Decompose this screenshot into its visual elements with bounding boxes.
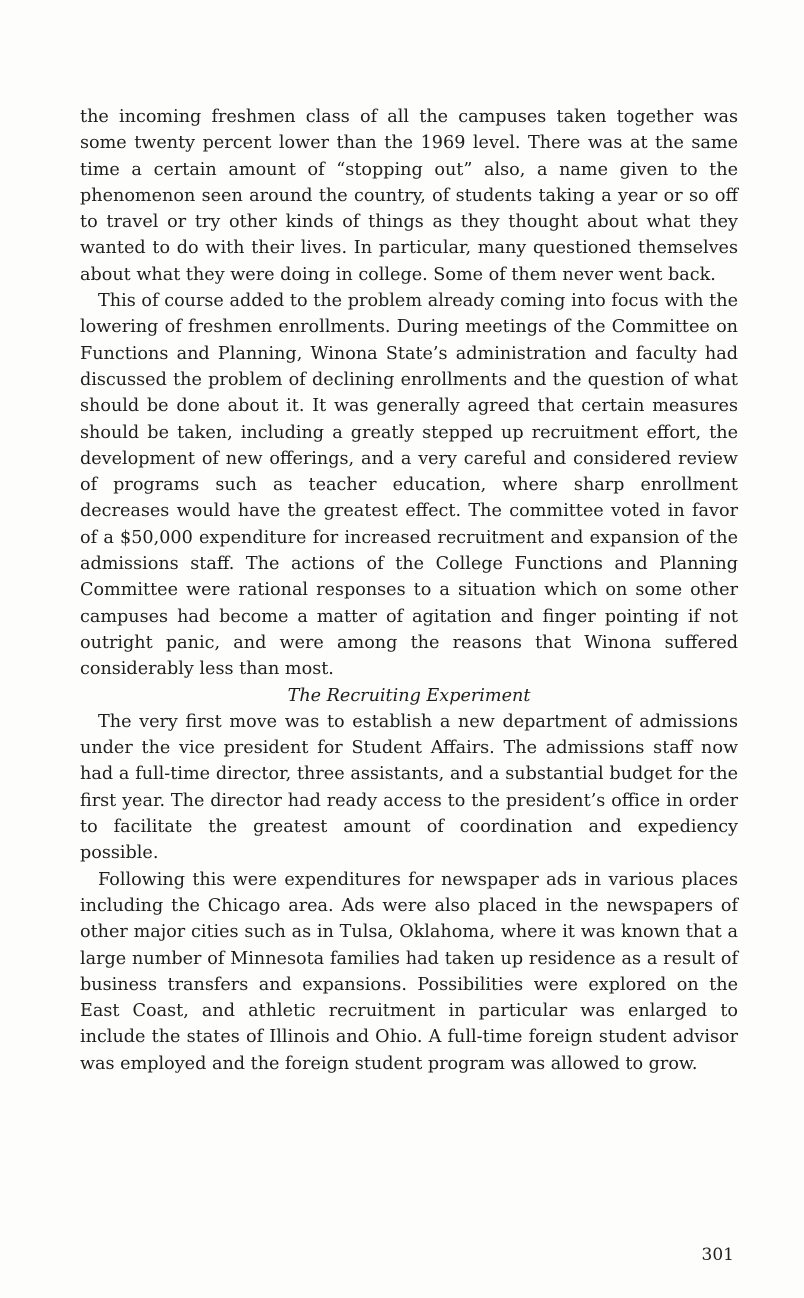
body-text (80, 104, 738, 1077)
paragraph-committee: This of course added to the problem already coming into focus with the lowering of freshmen enrollments. During meetings of the Committee on Functions and Planning, Winona State’s administration and faculty had discussed the problem of declining enrollments and the question of what should be done about it. It was generally agreed that certain measures should be taken, including a greatly stepped up recruitment effort, the development of new offerings, and a very careful and considered review of programs such as teacher education, where sharp enrollment decreases would have the greatest effect. The committee voted in favor of a $50,000 expenditure for increased recruitment and expansion of the admissions staff. The actions of the College Functions and Planning Committee were rational responses to a situation which on some other campuses had become a matter of agitation and finger pointing if not outright panic, and were among the reasons that Winona suffered considerably less than most. (80, 291, 738, 680)
section-heading: The Recruiting Experiment (287, 685, 531, 706)
paragraph-admissions: The very first move was to establish a new department of admissions under the vice president for Student Affairs. The admissions staff now had a full-time director, three assistants, and a substantial budget for the first year. The director had ready access to the president’s office in order to facilitate the greatest amount of coordination and expediency possible. (80, 711, 738, 864)
paragraph-continued: the incoming freshmen class of all the campuses taken together was some twenty percent lower than the 1969 level. There was at the same time a certain amount of “stopping out” also, a name given to the phenomenon seen around the country, of students taking a year or so off to travel or try other kinds of things as they thought about what they wanted to do with their lives. In particular, many questioned themselves about what they were doing in college. Some of them never went back. (80, 107, 738, 285)
paragraph-expenditures: Following this were expenditures for newspaper ads in various places including the Chicago area. Ads were also placed in the newspapers of other major cities such as in Tulsa, Oklahoma, where it was known that a large number of Minnesota families had taken up residence as a result of business transfers and expansions. Possibilities were explored on the East Coast, and athletic recruitment in particular was enlarged to include the states of Illinois and Ohio. A full-time foreign student advisor was employed and the foreign student program was allowed to grow. (80, 869, 738, 1074)
page-number: 301 (701, 1245, 734, 1265)
